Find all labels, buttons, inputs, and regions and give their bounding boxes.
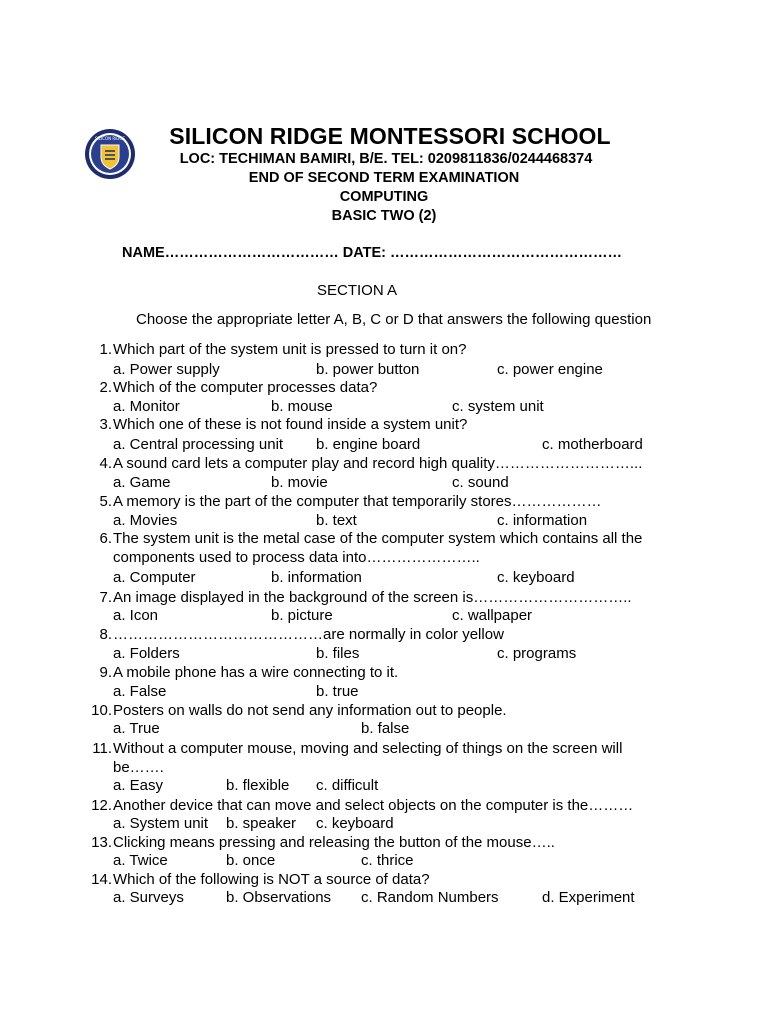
question-text: Posters on walls do not send any information out to people. [113, 702, 507, 719]
answer-option: c. power engine [497, 361, 603, 378]
answer-option: c. information [497, 512, 588, 529]
answer-option: a. False [113, 683, 167, 700]
answer-option: c. difficult [316, 777, 379, 794]
question-number: 1. [99, 341, 112, 358]
crest-text: SILICON RIDGE [95, 136, 125, 141]
exam-title: END OF SECOND TERM EXAMINATION [248, 170, 520, 186]
question-number: 12. [91, 797, 112, 814]
answer-option: c. Random Numbers [361, 889, 499, 906]
answer-option: b. mouse [271, 398, 333, 415]
answer-option: b. engine board [316, 436, 421, 453]
question-number: 5. [99, 493, 112, 510]
answer-option: a. Computer [113, 569, 196, 586]
question-text: Clicking means pressing and releasing the button of the mouse….. [113, 834, 555, 851]
question-number: 10. [91, 702, 112, 719]
answer-option: b. power button [316, 361, 420, 378]
answer-option: c. programs [497, 645, 577, 662]
question-text: ……………………………………are normally in color yellow [113, 626, 504, 643]
answer-option: a. Movies [113, 512, 178, 529]
question-number: 9. [99, 664, 112, 681]
class-title: BASIC TWO (2) [331, 208, 437, 224]
question-number: 13. [91, 834, 112, 851]
section-title: SECTION A [316, 282, 398, 299]
question-number: 8. [99, 626, 112, 643]
question-text: Which one of these is not found inside a system unit? [113, 416, 468, 433]
answer-option: c. keyboard [497, 569, 575, 586]
answer-option: a. Surveys [113, 889, 184, 906]
answer-option: b. flexible [226, 777, 290, 794]
answer-option: b. speaker [226, 815, 297, 832]
answer-option: a. Easy [113, 777, 164, 794]
answer-option: c. sound [452, 474, 509, 491]
answer-option: b. files [316, 645, 360, 662]
question-text: Which of the computer processes data? [113, 379, 378, 396]
answer-option: c. motherboard [542, 436, 643, 453]
answer-option: c. keyboard [316, 815, 394, 832]
school-location: LOC: TECHIMAN BAMIRI, B/E. TEL: 0209811836/0244468374 [179, 151, 593, 167]
question-number: 6. [99, 530, 112, 547]
answer-option: c. thrice [361, 852, 414, 869]
answer-option: c. wallpaper [452, 607, 533, 624]
answer-option: b. movie [271, 474, 328, 491]
answer-option: a. System unit [113, 815, 209, 832]
answer-option: b. text [316, 512, 357, 529]
question-text: A sound card lets a computer play and record high quality………………………... [113, 455, 643, 472]
answer-option: a. Game [113, 474, 171, 491]
answer-option: a. Power supply [113, 361, 220, 378]
answer-option: b. information [271, 569, 362, 586]
question-text: The system unit is the metal case of the computer system which contains all the [113, 530, 643, 547]
question-number: 4. [99, 455, 112, 472]
question-text: be……. [113, 759, 164, 776]
question-text: Which of the following is NOT a source of data? [113, 871, 430, 888]
name-date-line: NAME……………………………… DATE: ………………………………………… [122, 245, 622, 261]
answer-option: b. false [361, 720, 410, 737]
answer-option: a. Icon [113, 607, 159, 624]
question-text: Without a computer mouse, moving and selecting of things on the screen will [113, 740, 623, 757]
question-text: A mobile phone has a wire connecting to it. [113, 664, 399, 681]
question-number: 2. [99, 379, 112, 396]
question-number: 14. [91, 871, 112, 888]
school-name: SILICON RIDGE MONTESSORI SCHOOL [169, 123, 611, 149]
question-number: 11. [92, 740, 112, 757]
answer-option: d. Experiment [542, 889, 635, 906]
answer-option: a. Monitor [113, 398, 180, 415]
answer-option: a. Folders [113, 645, 180, 662]
answer-option: c. system unit [452, 398, 544, 415]
answer-option: b. once [226, 852, 276, 869]
question-text: Another device that can move and select objects on the computer is the……… [113, 797, 634, 814]
answer-option: b. Observations [226, 889, 332, 906]
question-text: A memory is the part of the computer that temporarily stores……………… [113, 493, 602, 510]
answer-option: a. Twice [113, 852, 168, 869]
answer-option: a. Central processing unit [113, 436, 284, 453]
subject-title: COMPUTING [339, 189, 429, 205]
question-text: components used to process data into………………….. [113, 549, 480, 566]
section-instruction: Choose the appropriate letter A, B, C or D that answers the following question [136, 311, 652, 328]
question-number: 7. [99, 589, 112, 606]
answer-option: a. True [113, 720, 160, 737]
answer-option: b. true [316, 683, 359, 700]
question-text: An image displayed in the background of the screen is………………………….. [113, 589, 632, 606]
answer-option: b. picture [271, 607, 333, 624]
question-text: Which part of the system unit is pressed to turn it on? [113, 341, 467, 358]
question-number: 3. [99, 416, 112, 433]
